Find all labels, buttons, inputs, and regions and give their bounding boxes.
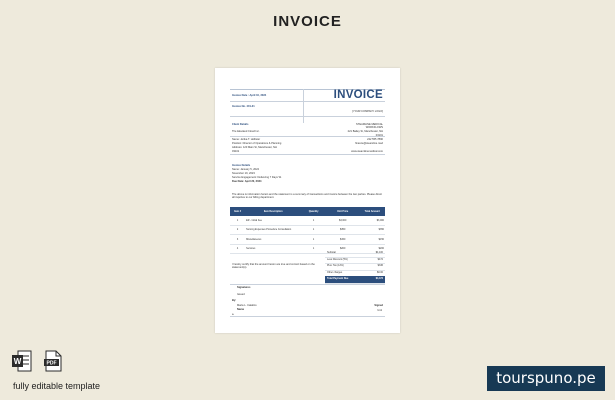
table-cell: $200 xyxy=(326,244,360,254)
footer-label: fully editable template xyxy=(13,381,101,391)
signature-line: Name xyxy=(237,308,245,311)
table-row xyxy=(230,225,385,235)
client-line: Name: Jerika T. Hollister xyxy=(232,138,261,141)
company-logo-placeholder: [YOUR COMPANY LOGO] xyxy=(352,110,383,113)
divider xyxy=(230,316,385,317)
table-cell: 4 xyxy=(230,244,245,254)
totals-label: Less Discount (5%) xyxy=(327,257,348,261)
table-cell: Nursing Expenses Procedure Consultation xyxy=(245,225,301,235)
client-line: The Elevated Cloud Inc. xyxy=(232,130,260,133)
column-header: Unit Price xyxy=(326,207,360,216)
company-line: www.steamlinemedical.com xyxy=(351,150,383,153)
company-line: 222 555 7890 xyxy=(367,138,383,141)
svg-text:PDF: PDF xyxy=(46,360,57,367)
invoice-detail-line: November 19, 2023 xyxy=(232,172,255,175)
divider xyxy=(230,116,385,117)
table-cell: $3,000 xyxy=(326,216,360,225)
signature-line: Issued xyxy=(237,293,245,296)
invoice-date: Invoice Date : April 10, 2024 xyxy=(232,94,267,97)
client-details-label: Client Details xyxy=(232,123,249,126)
invoice-due-date: Due Date: April 20, 2024 xyxy=(232,180,262,183)
table-cell: 1 xyxy=(301,225,326,235)
table-cell: 1 xyxy=(230,216,245,225)
table-cell: Miscellaneous xyxy=(245,235,301,245)
column-header: Total Amount xyxy=(359,207,385,216)
client-line: Position: Director of Operations & Planning xyxy=(232,142,282,145)
table-cell: $200 xyxy=(359,244,385,254)
table-cell: 1 xyxy=(301,216,326,225)
column-header: Quantity xyxy=(301,207,326,216)
table-cell: 1 xyxy=(301,235,326,245)
table-cell: Services xyxy=(245,244,301,254)
word-file-icon xyxy=(12,350,32,372)
totals-label: Subtotal xyxy=(327,251,336,254)
items-table xyxy=(230,207,385,254)
company-line: finance@steamline.med xyxy=(355,142,383,145)
table-row xyxy=(230,216,385,225)
table-cell: $150 xyxy=(326,235,360,245)
column-header: Item Description xyxy=(245,207,301,216)
svg-text:W: W xyxy=(13,357,22,366)
invoice-detail-line: Service Engagement: Delivering 7 Days W. xyxy=(232,176,282,179)
divider xyxy=(230,136,385,137)
invoice-notice: The above is information herein and the statement is a summary of transactions and invoice between the two parties. Please direct all inquiries to our billing department. xyxy=(232,193,382,200)
pdf-file-icon xyxy=(43,350,63,372)
table-cell: 3 xyxy=(230,235,245,245)
company-line: 221 Bailey St, Manchester, NH xyxy=(347,130,383,133)
table-row xyxy=(230,235,385,245)
total-due-row xyxy=(325,276,385,284)
signature-line: Maria L. Catalino xyxy=(237,304,257,307)
invoice-detail-line: Name: January 5, 2024 xyxy=(232,168,259,171)
table-cell: $350 xyxy=(359,225,385,235)
totals-label: Other charges xyxy=(327,270,343,274)
page-title: INVOICE xyxy=(273,13,342,30)
totals-value: $336 xyxy=(377,264,383,267)
invoice-sheet xyxy=(215,68,400,333)
company-line: WORKFLOWS xyxy=(365,126,383,129)
certify-statement: I hereby certify that the amount herein are true and correct based on the statement(s). xyxy=(232,263,315,270)
header-divider xyxy=(303,89,304,123)
divider xyxy=(230,284,385,285)
totals-value: $4,100 xyxy=(375,251,383,254)
column-header: Item # xyxy=(230,207,245,216)
table-cell: 2 xyxy=(230,225,245,235)
signatures-label: Signatures xyxy=(237,286,251,289)
totals-label: Plus: Tax (12%) xyxy=(327,264,344,267)
total-due-label: Total Payment Due xyxy=(327,277,349,280)
totals-value: $0.00 xyxy=(377,270,383,274)
table-cell: 1 xyxy=(301,244,326,254)
table-cell: $3,000 xyxy=(359,216,385,225)
invoice-number: Invoice No. 401-21 xyxy=(232,105,255,108)
invoice-title: INVOICE xyxy=(333,89,383,101)
total-due-value: $4,474 xyxy=(375,277,383,280)
divider xyxy=(230,154,385,155)
signature-line: By: xyxy=(232,299,237,302)
totals-value: $472 xyxy=(377,257,383,261)
table-cell: $350 xyxy=(326,225,360,235)
signed-label: Signed xyxy=(374,304,383,307)
signed-sub: Unit xyxy=(377,309,382,312)
company-line: 03101 xyxy=(375,134,383,137)
client-line: 03101 xyxy=(232,150,240,153)
brand-badge[interactable]: tourspuno.pe xyxy=(487,366,605,391)
client-line: Address: 123 Main St, Manchester, NH xyxy=(232,146,277,149)
table-cell: ER - Initial Fee xyxy=(245,216,301,225)
signature-line: a. xyxy=(232,313,235,316)
invoice-details-label: Invoice Details xyxy=(232,164,251,167)
table-header-row xyxy=(230,207,385,216)
company-line: STEAMLINE MEDICAL xyxy=(356,123,383,126)
table-cell: $150 xyxy=(359,235,385,245)
